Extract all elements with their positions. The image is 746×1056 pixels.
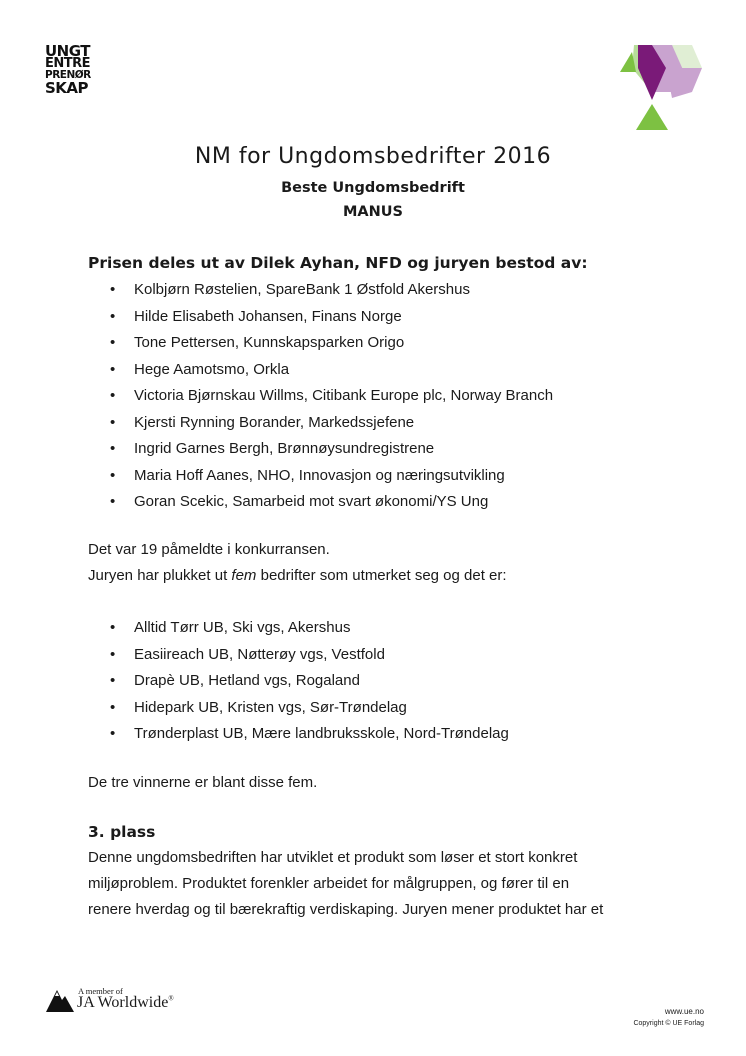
intro-text-part: Juryen har plukket ut	[88, 567, 232, 584]
third-place-heading: 3. plass	[88, 823, 156, 841]
list-item: • Hilde Elisabeth Johansen, Finans Norge	[110, 307, 553, 334]
ue-logo	[45, 44, 91, 95]
list-item: • Hege Aamotsmo, Orkla	[110, 360, 553, 387]
intro-emphasis: fem	[231, 567, 257, 584]
intro-line: Det var 19 påmeldte i konkurransen.	[88, 541, 330, 558]
logo-line: UNGT	[45, 42, 91, 60]
member-of-text: A member of	[78, 986, 123, 996]
winners-note: De tre vinnerne er blant disse fem.	[88, 774, 318, 791]
text-line: renere hverdag og til bærekraftig verdiskaping. Juryen mener produktet har et	[88, 901, 604, 918]
gem-facet	[666, 68, 702, 98]
org-name: JA Worldwide	[77, 994, 169, 1011]
registered-mark: ®	[168, 994, 174, 1003]
list-item: • Trønderplast UB, Mære landbruksskole, Nord-Trøndelag	[110, 724, 509, 751]
page-title: NM for Ungdomsbedrifter 2016	[194, 144, 552, 169]
list-item: • Kolbjørn Røstelien, SpareBank 1 Østfold Akershus	[110, 280, 553, 307]
intro-text	[88, 537, 507, 589]
website-link[interactable]: www.ue.no	[664, 1007, 704, 1016]
list-item: • Ingrid Garnes Bergh, Brønnøysundregistrene	[110, 439, 553, 466]
list-item: • Easiireach UB, Nøtterøy vgs, Vestfold	[110, 645, 509, 672]
third-place-text	[88, 845, 688, 923]
finalist-list	[110, 618, 509, 751]
list-item: • Kjersti Rynning Borander, Markedssjefene	[110, 413, 553, 440]
logo-line: SKAP	[45, 78, 89, 97]
list-item: • Maria Hoff Aanes, NHO, Innovasjon og næringsutvikling	[110, 466, 553, 493]
list-item: • Tone Pettersen, Kunnskapsparken Origo	[110, 333, 553, 360]
jury-heading: Prisen deles ut av Dilek Ayhan, NFD og juryen bestod av:	[88, 254, 588, 272]
gem-logo-icon	[618, 42, 704, 132]
subtitle: Beste Ungdomsbedrift	[281, 180, 465, 196]
jury-list	[110, 280, 553, 519]
list-item: • Drapè UB, Hetland vgs, Rogaland	[110, 671, 509, 698]
copyright-text: Copyright © UE Forlag	[633, 1020, 704, 1027]
list-item: • Victoria Bjørnskau Willms, Citibank Europe plc, Norway Branch	[110, 386, 553, 413]
text-line: Denne ungdomsbedriften har utviklet et produkt som løser et stort konkret	[88, 849, 578, 866]
logo-line: ENTRE	[45, 56, 91, 72]
list-item: • Alltid Tørr UB, Ski vgs, Akershus	[110, 618, 509, 645]
list-item: • Hidepark UB, Kristen vgs, Sør-Trøndelag	[110, 698, 509, 725]
ja-worldwide-text	[77, 994, 174, 1012]
list-item: • Goran Scekic, Samarbeid mot svart økonomi/YS Ung	[110, 492, 553, 519]
intro-line	[88, 563, 507, 589]
footer-info	[633, 1006, 704, 1030]
logo-line: PRENØR	[45, 68, 91, 81]
subtitle-manus: MANUS	[342, 204, 403, 220]
gem-facet	[636, 104, 668, 130]
text-line: miljøproblem. Produktet forenkler arbeidet for målgruppen, og fører til en	[88, 875, 570, 892]
intro-text-part: bedrifter som utmerket seg og det er:	[256, 567, 507, 584]
mountain-icon	[46, 988, 74, 1012]
